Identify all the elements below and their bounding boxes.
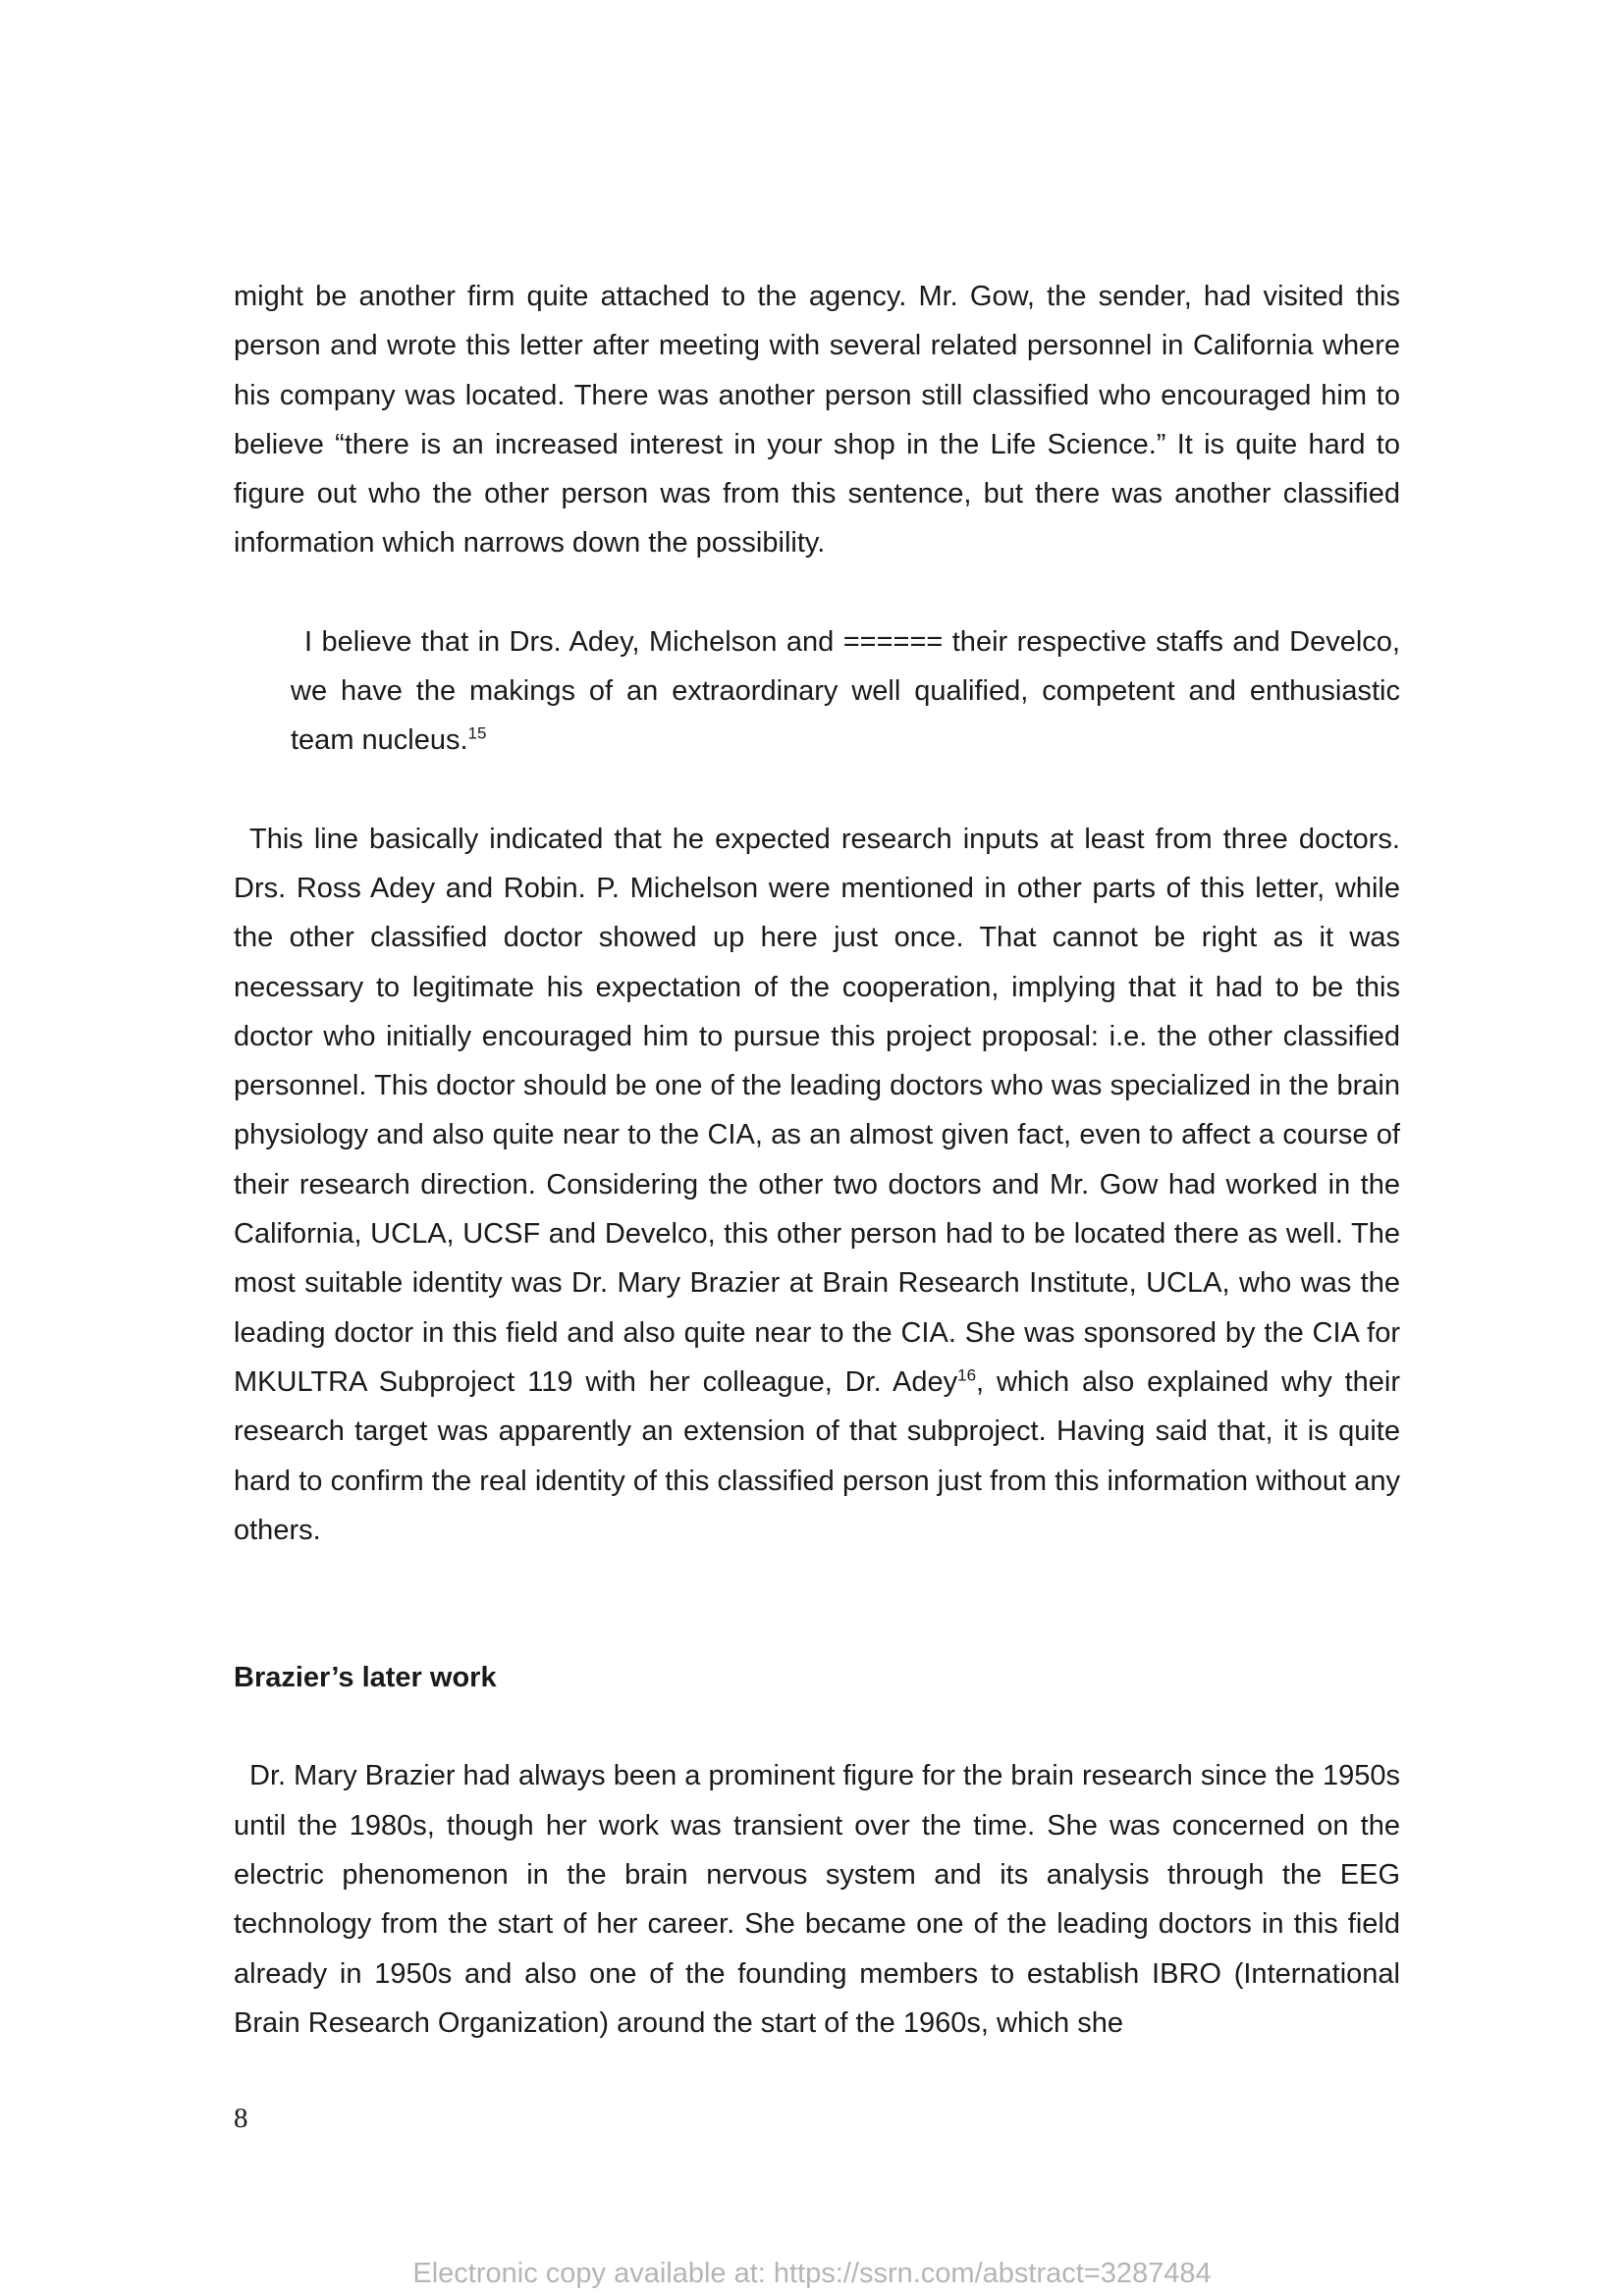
paragraph-2-text-b: , which also explained why their research target was apparently an extension of that subproject. Having said that, it is quite hard to confirm the real identity of this classified person just from this information without any others.	[234, 1365, 1400, 1546]
footnote-ref-16[interactable]: 16	[957, 1365, 977, 1385]
section-heading: Brazier’s later work	[234, 1662, 497, 1694]
paragraph-3-text: Dr. Mary Brazier had always been a prominent figure for the brain research since the 1950s until the 1980s, though her work was transient over the time. She was concerned on the electric phenomenon in the brain nervous system and its analysis through the EEG technology from the start of her career. She became one of the leading doctors in this field already in 1950s and also one of the founding members to establish IBRO (International Brain Research Organization) around the start of the 1960s, which she	[234, 1760, 1400, 2039]
page-number: 8	[234, 2103, 248, 2134]
body-paragraph-1	[234, 272, 1400, 568]
body-paragraph-3	[234, 1751, 1400, 2048]
paragraph-2-text-a: This line basically indicated that he expected research inputs at least from three doctors. Drs. Ross Adey and Robin. P. Michelson were mentioned in other parts of this letter, while the other classified doctor showed up here just once. That cannot be right as it was necessary to legitimate his expectation of the cooperation, implying that it had to be this doctor who initially encouraged him to pursue this project proposal: i.e. the other classified personnel. This doctor should be one of the leading doctors who was specialized in the brain physiology and also quite near to the CIA, as an almost given fact, even to affect a course of their research direction. Considering the other two doctors and Mr. Gow had worked in the California, UCLA, UCSF and Develco, this other person had to be located there as well. The most suitable identity was Dr. Mary Brazier at Brain Research Institute, UCLA, who was the leading doctor in this field and also quite near to the CIA. She was sponsored by the CIA for MKULTRA Subproject 119 with her colleague, Dr. Adey	[234, 823, 1400, 1398]
body-paragraph-2	[234, 815, 1400, 1555]
footer-watermark: Electronic copy available at: https://ssrn.com/abstract=3287484	[412, 2258, 1212, 2289]
block-quote	[291, 617, 1400, 766]
paragraph-1-text: might be another firm quite attached to the agency. Mr. Gow, the sender, had visited this person and wrote this letter after meeting with several related personnel in California where his company was located. There was another person still classified who encouraged him to believe “there is an increased interest in your shop in the Life Science.” It is quite hard to figure out who the other person was from this sentence, but there was another classified information which narrows down the possibility.	[234, 281, 1400, 560]
footnote-ref-15[interactable]: 15	[467, 723, 487, 743]
page-body	[234, 272, 1400, 2048]
quote-text: I believe that in Drs. Adey, Michelson and ====== their respective staffs and Develco, we have the makings of an extraordinary well qualified, competent and enthusiastic team nucleus.	[291, 625, 1400, 757]
